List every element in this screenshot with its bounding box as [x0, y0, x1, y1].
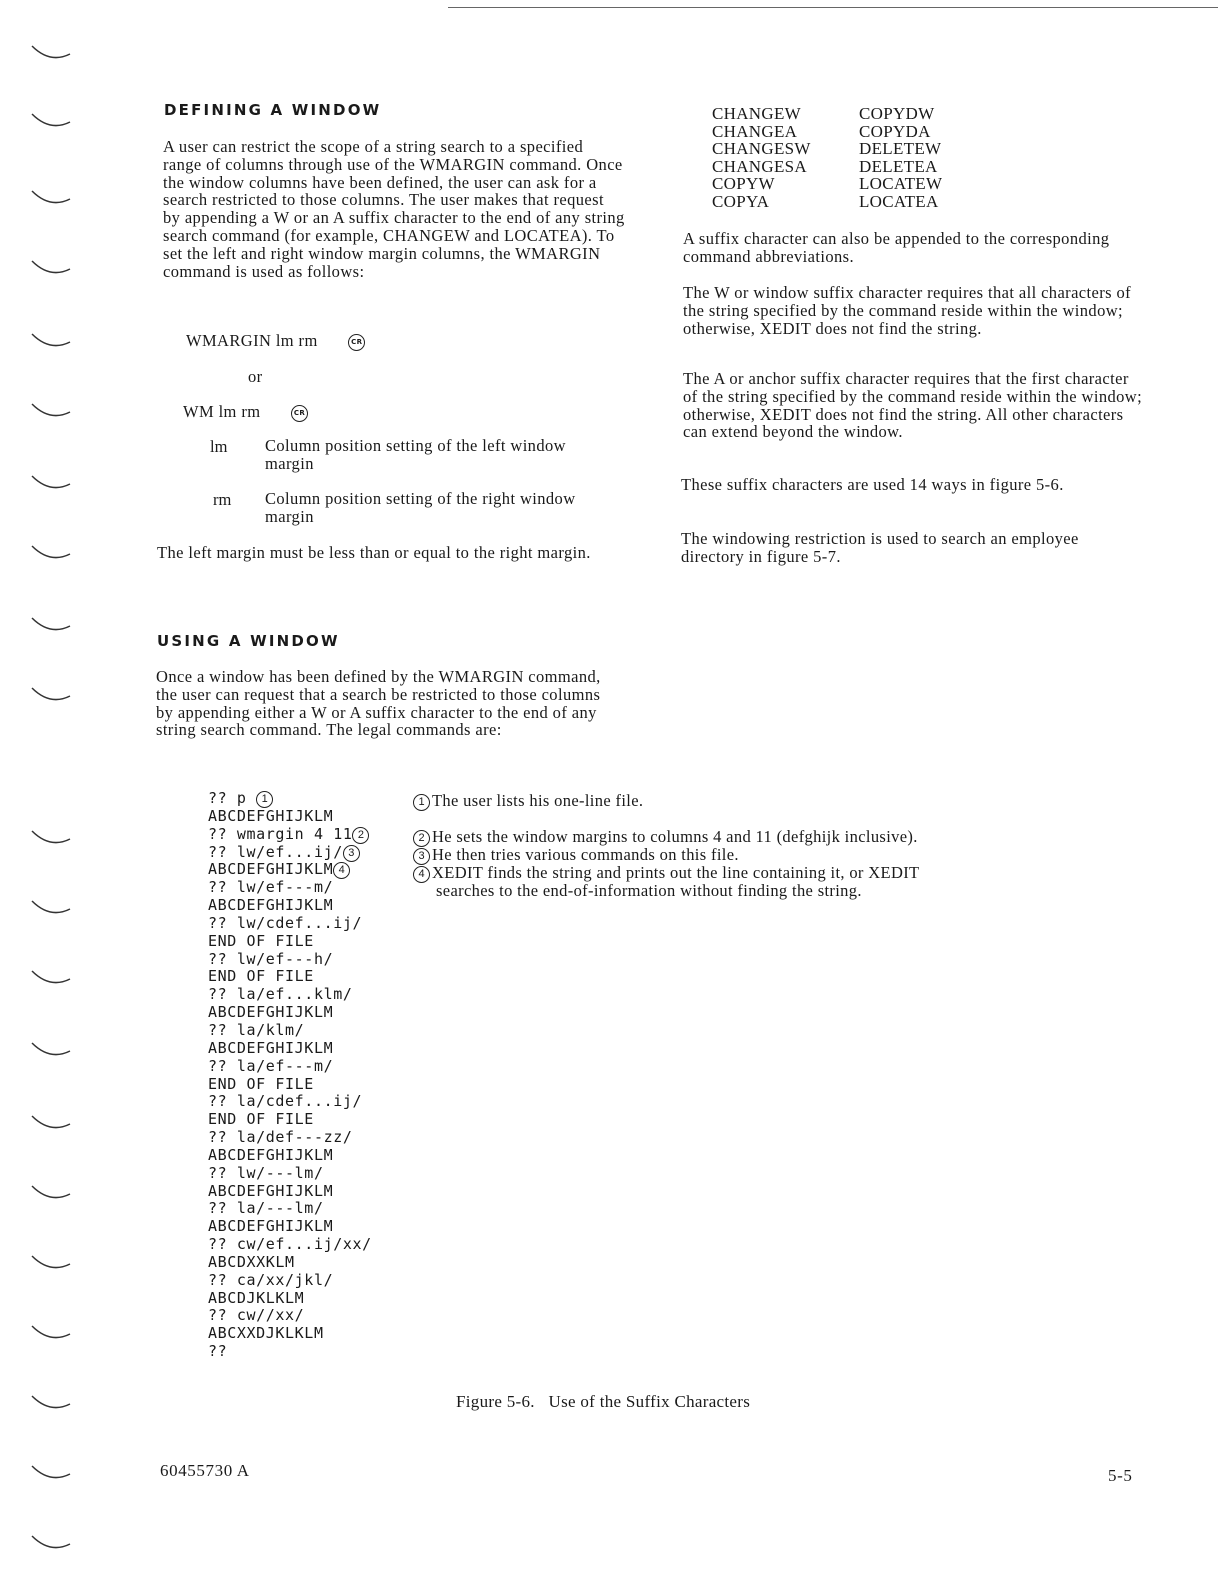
- command-cell: CHANGESA: [712, 156, 807, 176]
- wm-syntax-line: [183, 402, 308, 422]
- figure-note-4: 4 XEDIT finds the string and prints out the line containing it, or XEDIT: [413, 864, 920, 883]
- command-cell: LOCATEA: [859, 191, 939, 211]
- a-suffix-paragraph: The A or anchor suffix character requires that the first character of the string specified by the command reside within the window; otherwise, XEDIT does not find the string. All other characters can extend beyond the window.: [683, 369, 1143, 442]
- callout-marker-3: 3: [343, 845, 360, 862]
- param-term-rm: rm: [213, 490, 232, 509]
- figure-note-1: 1 The user lists his one-line file.: [413, 792, 643, 811]
- figure-note-3: 3 He then tries various commands on this file.: [413, 846, 739, 865]
- command-cell: COPYW: [712, 174, 775, 194]
- callout-marker-4: 4: [413, 866, 430, 883]
- table-row: [712, 105, 942, 123]
- terminal-line: ?? la/ef...klm/: [208, 985, 353, 1004]
- callout-marker-3: 3: [413, 848, 430, 865]
- terminal-line: ABCDEFGHIJKLM: [208, 1181, 334, 1200]
- callout-marker-1: 1: [413, 794, 430, 811]
- terminal-line: ABCDEFGHIJKLM: [208, 1003, 334, 1022]
- document-number: 60455730 A: [160, 1461, 250, 1480]
- terminal-line: ?? lw/cdef...ij/: [208, 913, 363, 932]
- figure-note-4-continued: searches to the end-of-information without finding the string.: [436, 881, 862, 900]
- employee-directory-paragraph: The windowing restriction is used to search an employee directory in figure 5-7.: [681, 529, 1079, 566]
- table-row: [712, 175, 942, 193]
- terminal-line: END OF FILE: [208, 931, 314, 950]
- terminal-line: ?? la/cdef...ij/: [208, 1092, 363, 1111]
- table-row: [712, 193, 942, 211]
- command-cell: DELETEA: [859, 156, 938, 176]
- terminal-line: END OF FILE: [208, 1110, 314, 1129]
- command-cell: CHANGESW: [712, 139, 811, 159]
- param-desc-rm: Column position setting of the right window margin: [265, 489, 576, 526]
- terminal-line: ABCDEFGHIJKLM: [208, 1038, 334, 1057]
- w-suffix-paragraph: The W or window suffix character requires that all characters of the string specified by the command reside within the window; otherwise, XEDIT does not find the string.: [683, 283, 1132, 338]
- param-term-lm: lm: [210, 437, 228, 456]
- terminal-line: ?? la/klm/: [208, 1020, 305, 1039]
- table-row: [712, 140, 942, 158]
- figure-caption: Figure 5-6. Use of the Suffix Characters: [456, 1392, 751, 1411]
- wm-syntax: WM lm rm: [183, 402, 261, 421]
- page-number: 5-5: [1108, 1466, 1133, 1485]
- terminal-line: ABCDXXKLM: [208, 1252, 295, 1271]
- terminal-line: ?? cw//xx/: [208, 1306, 305, 1325]
- terminal-line: ABCDJKLKLM: [208, 1288, 305, 1307]
- terminal-line: ?? p 1: [208, 790, 372, 808]
- terminal-line: ABCDEFGHIJKLM: [208, 1217, 334, 1236]
- terminal-line: ABCDEFGHIJKLM 4: [208, 861, 372, 879]
- command-cell: LOCATEW: [859, 174, 943, 194]
- command-cell: CHANGEW: [712, 104, 801, 123]
- terminal-line: END OF FILE: [208, 1074, 314, 1093]
- wmargin-syntax: WMARGIN lm rm: [186, 331, 318, 350]
- callout-marker-1: 1: [256, 791, 273, 808]
- carriage-return-key-icon: CR: [291, 405, 308, 422]
- callout-marker-4: 4: [333, 862, 350, 879]
- terminal-line: ?? lw/ef---m/: [208, 878, 334, 897]
- terminal-line: ?? wmargin 4 11 2: [208, 826, 372, 844]
- command-cell: DELETEW: [859, 139, 942, 159]
- margin-rule-paragraph: The left margin must be less than or equal to the right margin.: [157, 543, 591, 562]
- table-row: [712, 158, 942, 176]
- defining-intro-paragraph: A user can restrict the scope of a string search to a specified range of columns through use of the WMARGIN command. Once the window columns have been defined, the user can ask for a search restricted to those columns. The user makes that request by appending a W or an A suffix character to the end of any string search command (for example, CHANGEW and LOCATEA). To set the left and right window margin columns, the WMARGIN command is used as follows:: [163, 137, 625, 281]
- command-cell: COPYDW: [859, 104, 935, 123]
- carriage-return-key-icon: CR: [348, 334, 365, 351]
- figure-note-2: 2 He sets the window margins to columns 4 and 11 (defghijk inclusive).: [413, 828, 918, 847]
- using-paragraph: Once a window has been defined by the WMARGIN command, the user can request that a search be restricted to those columns by appending either a W or A suffix character to the end of any string search command. The legal commands are:: [156, 667, 601, 740]
- terminal-line: ?? la/---lm/: [208, 1199, 324, 1218]
- terminal-line: ?? cw/ef...ij/xx/: [208, 1235, 372, 1254]
- command-cell: COPYA: [712, 191, 770, 211]
- binder-hole-marks: [28, 0, 78, 1579]
- terminal-line: ABCDEFGHIJKLM: [208, 1145, 334, 1164]
- abbreviation-paragraph: A suffix character can also be appended to the corresponding command abbreviations.: [683, 229, 1110, 266]
- callout-marker-2: 2: [413, 830, 430, 847]
- param-desc-lm: Column position setting of the left window margin: [265, 436, 566, 473]
- section-heading-defining: DEFINING A WINDOW: [164, 101, 382, 119]
- terminal-line: END OF FILE: [208, 967, 314, 986]
- table-row: [712, 123, 942, 141]
- terminal-line: ?? la/ef---m/: [208, 1056, 334, 1075]
- terminal-line: ABCDEFGHIJKLM: [208, 806, 334, 825]
- callout-marker-2: 2: [352, 827, 369, 844]
- terminal-line: ABCXXDJKLKLM: [208, 1324, 324, 1343]
- terminal-line: ??: [208, 1342, 228, 1361]
- terminal-line: ?? lw/ef---h/: [208, 949, 334, 968]
- terminal-line: ?? la/def---zz/: [208, 1128, 353, 1147]
- terminal-line: ?? lw/---lm/: [208, 1163, 324, 1182]
- syntax-or: or: [248, 367, 263, 386]
- terminal-line: ?? lw/ef...ij/ 3: [208, 844, 372, 862]
- command-cell: CHANGEA: [712, 121, 798, 141]
- wmargin-syntax-line: [186, 331, 365, 351]
- command-cell: COPYDA: [859, 121, 931, 141]
- terminal-line: ?? ca/xx/jkl/: [208, 1270, 334, 1289]
- legal-commands-table: [712, 105, 942, 211]
- top-rule: [448, 7, 1218, 8]
- terminal-session: [208, 790, 372, 1361]
- terminal-line: ABCDEFGHIJKLM: [208, 896, 334, 915]
- suffix-ways-paragraph: These suffix characters are used 14 ways in figure 5-6.: [681, 475, 1064, 494]
- section-heading-using: USING A WINDOW: [157, 632, 340, 650]
